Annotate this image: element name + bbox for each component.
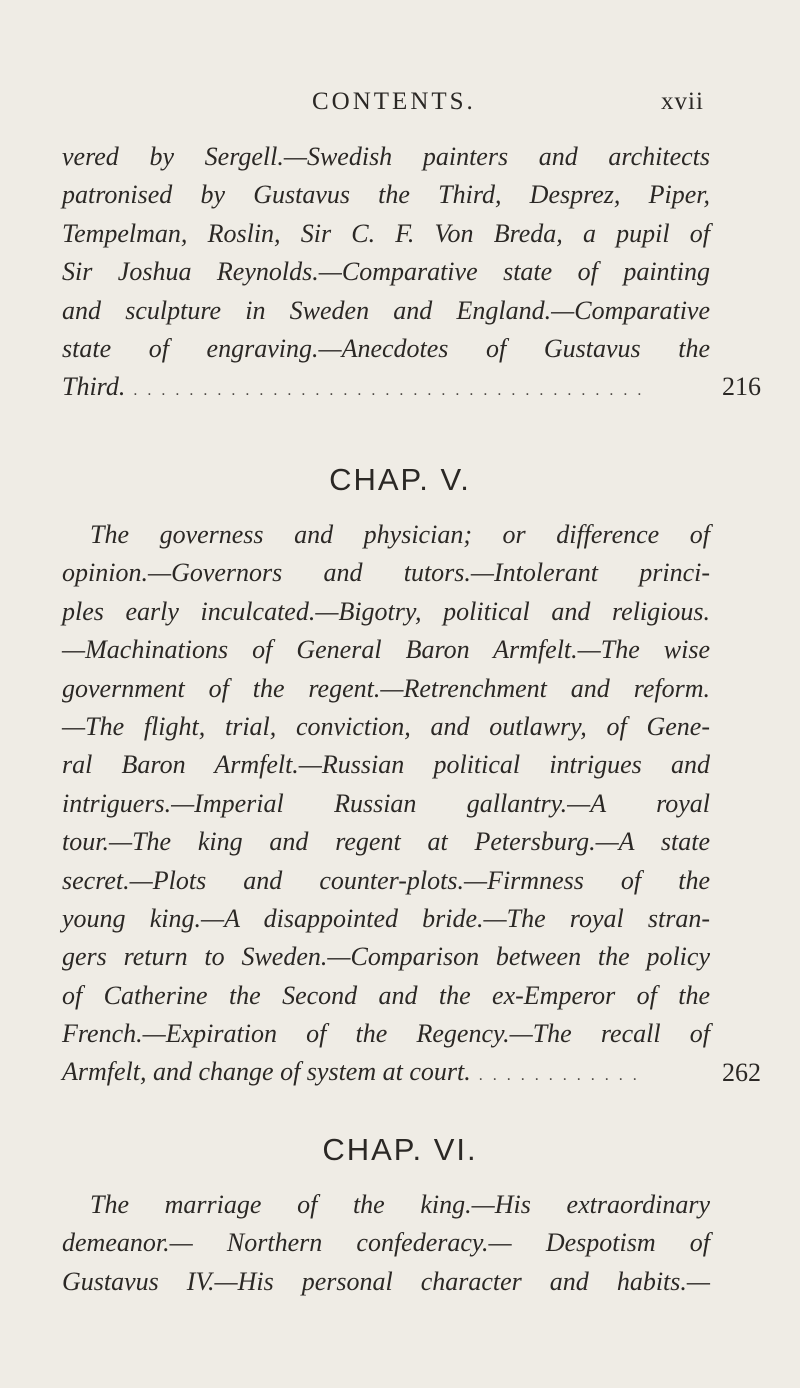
page-number: xvii — [661, 88, 704, 115]
toc-line: The governess and physician; or difference of — [90, 520, 710, 549]
toc-line: French.—Expiration of the Regency.—The recall of — [62, 1019, 710, 1049]
toc-line: Third. — [62, 372, 126, 402]
toc-line: The marriage of the king.—His extraordinary — [90, 1190, 710, 1219]
toc-line: gers return to Sweden.—Comparison between the policy — [62, 942, 710, 972]
toc-entry-chap6 — [62, 1186, 710, 1301]
chapter-heading: CHAP. V. — [329, 462, 471, 497]
chapter-heading: CHAP. VI. — [322, 1132, 478, 1167]
toc-line: secret.—Plots and counter-plots.—Firmness of the — [62, 865, 710, 895]
toc-line: tour.—The king and regent at Petersburg.—A state — [62, 827, 710, 857]
toc-line: of Catherine the Second and the ex-Emperor of the — [62, 980, 710, 1010]
toc-line: government of the regent.—Retrenchment and reform. — [62, 673, 710, 703]
toc-entry-chap5 — [62, 516, 761, 1092]
dot-leader — [479, 1057, 644, 1095]
running-head — [0, 88, 800, 128]
toc-line: ples early inculcated.—Bigotry, political and religious. — [62, 596, 710, 626]
toc-line-with-leader — [62, 368, 652, 406]
toc-page-reference: 262 — [722, 1057, 761, 1087]
toc-line: intriguers.—Imperial Russian gallantry.—A royal — [62, 788, 710, 818]
toc-line: and sculpture in Sweden and England.—Comparative — [62, 295, 710, 325]
toc-line: state of engraving.—Anecdotes of Gustavus the — [62, 333, 710, 363]
toc-line: Gustavus IV.—His personal character and habits.— — [62, 1266, 710, 1296]
dot-leader — [133, 372, 644, 410]
running-title: CONTENTS. — [312, 88, 476, 115]
toc-line: patronised by Gustavus the Third, Desprez, Piper, — [62, 180, 710, 210]
toc-line: Tempelman, Roslin, Sir C. F. Von Breda, a pupil of — [62, 218, 710, 248]
toc-line: ral Baron Armfelt.—Russian political intrigues and — [62, 750, 710, 780]
toc-line: —The flight, trial, conviction, and outlawry, of Gene- — [62, 711, 710, 741]
toc-page-reference: 216 — [722, 372, 761, 402]
toc-line: demeanor.— Northern confederacy.— Despotism of — [62, 1228, 710, 1258]
toc-line: young king.—A disappointed bride.—The royal stran- — [62, 903, 710, 933]
toc-line-with-leader — [62, 1053, 652, 1091]
toc-line: Armfelt, and change of system at court. — [62, 1057, 471, 1087]
toc-line: Sir Joshua Reynolds.—Comparative state of painting — [62, 257, 710, 287]
toc-entry-chap4-continuation — [62, 138, 761, 407]
toc-line: opinion.—Governors and tutors.—Intolerant princi- — [62, 558, 710, 588]
toc-line: —Machinations of General Baron Armfelt.—The wise — [62, 635, 710, 665]
toc-line: vered by Sergell.—Swedish painters and architects — [62, 142, 710, 171]
